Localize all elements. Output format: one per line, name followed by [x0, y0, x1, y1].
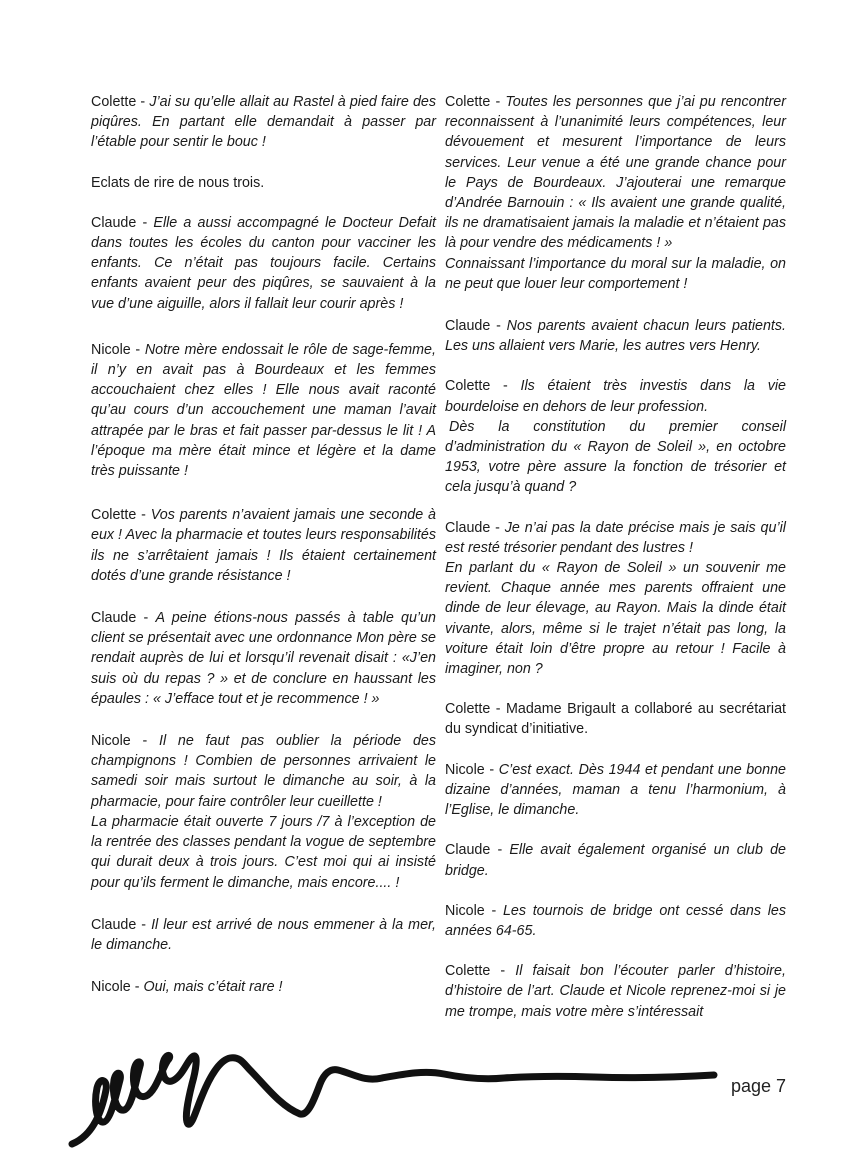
speaker-name: Colette: [445, 701, 491, 718]
dialogue-paragraph: Nicole - Notre mère endossait le rôle de sage-femme, il n’y en avait pas à Bourdeaux et les femmes accouchaient chez elles ! Elle nous avait raconté qu’au cours d’un accouchement une maman l’avait attrapée par le bras et fait passer par-dessus le lit ! A l’époque ma mère était mince et légère et la dame très puissante !: [91, 341, 436, 480]
speaker-name: Claude: [91, 214, 137, 231]
speaker-name: Colette: [445, 963, 491, 980]
speech-text: Toutes les personnes que j’ai pu rencontrer reconnaissent à l’unanimité leurs compétences, leur dévouement et mesurent l’importance de leurs services. Leur venue a été une grande chance pour le Pays de Bourdeaux. J’ajouterai une remarque d’Andrée Barnouin : « Ils avaient une grande qualité, ils ne dramatisaient jamais la maladie et n’étaient pas là pour vendre des médicaments ! »: [445, 94, 786, 252]
speaker-name: Nicole: [445, 761, 485, 778]
dialogue-paragraph: Claude - Il leur est arrivé de nous emmener à la mer, le dimanche.: [91, 916, 436, 953]
speech-text: Madame Brigault a collaboré au secrétariat du syndicat d’initiative.: [445, 701, 786, 738]
speaker-name: Colette: [91, 94, 137, 110]
speaker-name: Claude: [91, 916, 137, 933]
speaker-name: Colette: [445, 378, 491, 395]
speech-text: Elle avait également organisé un club de bridge.: [445, 842, 786, 879]
dialogue-paragraph: Claude - Nos parents avaient chacun leurs patients. Les uns allaient vers Marie, les autres vers Henry.: [445, 318, 786, 355]
dialogue-paragraph: Colette - Ils étaient très investis dans la vie bourdeloise en dehors de leur profession. Dès la constitution du premier conseil d’administration du « Rayon de Soleil », en octobre 1953, votre père assure la fonction de trésorier et cela jusqu’à quand ?: [445, 376, 786, 497]
left-column: [91, 92, 436, 1017]
speech-text: Oui, mais c’était rare !: [143, 979, 283, 996]
handwritten-signature-icon: [64, 1040, 724, 1150]
speech-text-continued: La pharmacie était ouverte 7 jours /7 à l’exception de la rentrée des classes pendant la vogue de septembre qui durait deux à trois jours. C’est moi qui ai insisté pour qu’ils ferment le dimanche, mais encore.... !: [91, 813, 436, 891]
dialogue-paragraph: Colette - Vos parents n’avaient jamais une seconde à eux ! Avec la pharmacie et toutes leurs responsabilités ils ne s’arrêtaient jamais ! Ils étaient certainement dotés d’une grande résistance !: [91, 507, 436, 584]
speech-text: Il ne faut pas oublier la période des champignons ! Combien de personnes arrivaient le samedi soir mais surtout le dimanche au soir, à la pharmacie, pour faire contrôler leur cueillette !: [91, 733, 436, 810]
dialogue-paragraph: Nicole - Oui, mais c’était rare !: [91, 979, 283, 996]
speech-text: J’ai su qu’elle allait au Rastel à pied faire des piqûres. En partant elle demandait à passer par l’étable pour sentir le bouc !: [91, 94, 436, 151]
speaker-name: Claude: [445, 842, 491, 859]
narration-paragraph: [91, 173, 436, 193]
speaker-name: Nicole: [445, 902, 485, 919]
speech-text: Notre mère endossait le rôle de sage-femme, il n’y en avait pas à Bourdeaux et les femmes accouchaient chez elles ! Elle nous avait raconté qu’au cours d’un accouchement une maman l’avait attrapée par le bras et fait passer par-dessus le lit ! A l’époque ma mère était mince et légère et la dame très puissante !: [91, 341, 436, 480]
speaker-name: Claude: [445, 318, 491, 335]
speaker-name: Colette: [445, 94, 491, 110]
speech-text-continued: Dès la constitution du premier conseil d’administration du « Rayon de Soleil », en octobre 1953, votre père assure la fonction de trésorier et cela jusqu’à quand ?: [445, 418, 786, 496]
dialogue-paragraph: Colette - Il faisait bon l’écouter parler d’histoire, d’histoire de l’art. Claude et Nicole reprenez-moi si je me trompe, mais votre mère s’intéressait: [445, 963, 786, 1020]
speech-text: Ils étaient très investis dans la vie bourdeloise en dehors de leur profession.: [445, 378, 786, 415]
speech-text: Je n’ai pas la date précise mais je sais qu’il est resté trésorier pendant des lustres !: [445, 519, 786, 556]
dialogue-paragraph: Claude - Elle avait également organisé un club de bridge.: [445, 842, 786, 879]
speaker-name: Nicole: [91, 979, 131, 996]
right-column: [445, 92, 786, 1042]
dialogue-paragraph: Colette - J’ai su qu’elle allait au Rastel à pied faire des piqûres. En partant elle demandait à passer par l’étable pour sentir le bouc !: [91, 94, 436, 151]
dialogue-paragraph: Claude - Elle a aussi accompagné le Docteur Defait dans toutes les écoles du canton pour vacciner les enfants. Ce n’était pas toujours facile. Certains enfants avaient peur des piqûres, se sauvaient à la vue d’une aiguille, alors il fallait leur courir après !: [91, 214, 436, 312]
speaker-name: Colette: [91, 507, 137, 524]
page-number: page 7: [731, 1076, 787, 1096]
dialogue-paragraph: Nicole - Les tournois de bridge ont cessé dans les années 64-65.: [445, 902, 786, 939]
speech-text: Les tournois de bridge ont cessé dans les années 64-65.: [445, 902, 786, 939]
dialogue-paragraph: Claude - A peine étions-nous passés à table qu’un client se présentait avec une ordonnance Mon père se rendait auprès de lui et lorsqu’il revenait disait : «J’en suis où du repas ? » et de conclure en haussant les épaules : « J’efface tout et je recommence ! »: [91, 610, 436, 707]
speech-text-continued: Connaissant l’importance du moral sur la maladie, on ne peut que louer leur comportement !: [445, 255, 786, 292]
narration-text: Eclats de rire de nous trois.: [91, 174, 265, 191]
dialogue-paragraph: Nicole - C’est exact. Dès 1944 et pendant une bonne dizaine d’années, maman a tenu l’harmonium, à l’Eglise, le dimanche.: [445, 761, 786, 819]
speech-text: C’est exact. Dès 1944 et pendant une bonne dizaine d’années, maman a tenu l’harmonium, à l’Eglise, le dimanche.: [445, 761, 786, 819]
dialogue-paragraph: Nicole - Il ne faut pas oublier la période des champignons ! Combien de personnes arrivaient le samedi soir mais surtout le dimanche au soir, à la pharmacie, pour faire contrôler leur cueillette ! La pharmacie était ouverte 7 jours /7 à l’exception de la rentrée des classes pendant la vogue de septembre qui durait deux à trois jours. C’est moi qui ai insisté pour qu’ils ferment le dimanche, mais encore.... !: [91, 731, 436, 893]
dialogue-paragraph: Colette - Madame Brigault a collaboré au secrétariat du syndicat d’initiative.: [445, 701, 786, 738]
speech-text: Il leur est arrivé de nous emmener à la mer, le dimanche.: [91, 916, 436, 953]
speech-text: Vos parents n’avaient jamais une seconde à eux ! Avec la pharmacie et toutes leurs responsabilités ils ne s’arrêtaient jamais ! Ils étaient certainement dotés d’une grande résistance !: [91, 507, 436, 584]
speaker-name: Claude: [91, 610, 137, 627]
dialogue-paragraph: Claude - Je n’ai pas la date précise mais je sais qu’il est resté trésorier pendant des lustres ! En parlant du « Rayon de Soleil » un souvenir me revient. Chaque année mes parents offraient une dinde de leur élevage, au Rayon. Mais la dinde était vivante, alors, même si le trajet n’était pas long, la voiture était loin d’être propre au retour ! Facile à imaginer, non ?: [445, 518, 786, 680]
dialogue-paragraph: Colette - Toutes les personnes que j’ai pu rencontrer reconnaissent à l’unanimité leurs compétences, leur dévouement et mesurent l’importance de leurs services. Leur venue a été une grande chance pour le Pays de Bourdeaux. J’ajouterai une remarque d’Andrée Barnouin : « Ils avaient une grande qualité, ils ne dramatisaient jamais la maladie et n’étaient pas là pour vendre des médicaments ! » Connaissant l’importance du moral sur la maladie, on ne peut que louer leur comportement !: [445, 92, 786, 294]
speech-text: A peine étions-nous passés à table qu’un client se présentait avec une ordonnance Mon père se rendait auprès de lui et lorsqu’il revenait disait : «J’en suis où du repas ? » et de conclure en haussant les épaules : « J’efface tout et je recommence ! »: [91, 610, 436, 707]
speaker-name: Claude: [445, 519, 491, 536]
speaker-name: Nicole: [91, 341, 131, 358]
speaker-name: Nicole: [91, 733, 131, 750]
speech-text: Elle a aussi accompagné le Docteur Defait dans toutes les écoles du canton pour vacciner les enfants. Ce n’était pas toujours facile. Certains enfants avaient peur des piqûres, se sauvaient à la vue d’une aiguille, alors il fallait leur courir après !: [91, 214, 436, 312]
speech-text: Nos parents avaient chacun leurs patients. Les uns allaient vers Marie, les autres vers Henry.: [445, 318, 786, 355]
speech-text-continued: En parlant du « Rayon de Soleil » un souvenir me revient. Chaque année mes parents offraient une dinde de leur élevage, au Rayon. Mais la dinde était vivante, alors, même si le trajet n’était pas long, la voiture était loin d’être propre au retour ! Facile à imaginer, non ?: [445, 560, 786, 678]
speech-text: Il faisait bon l’écouter parler d’histoire, d’histoire de l’art. Claude et Nicole reprenez-moi si je me trompe, mais votre mère s’intéressait: [445, 963, 786, 1020]
